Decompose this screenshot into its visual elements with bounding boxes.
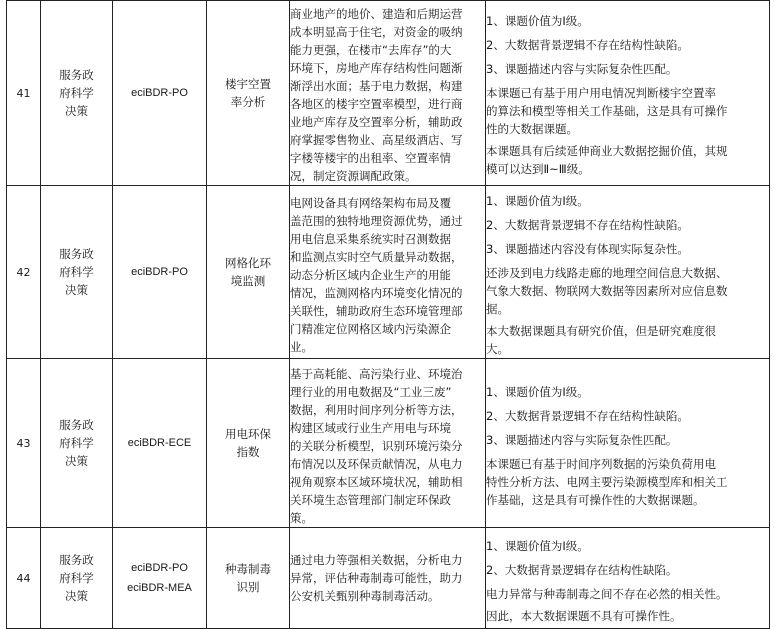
description-line: 关联性，辅助政府生态环境管理部: [290, 304, 463, 318]
evaluation-note-line: 本大数据课题具有研究价值，但是研究难度很: [486, 324, 716, 338]
field-cell: [41, 359, 113, 528]
evaluation-item: 1、课题价值为Ⅰ级。: [486, 14, 589, 28]
row-number: 41: [7, 1, 41, 186]
field-line: 服务政: [59, 418, 94, 432]
table-row: [7, 359, 770, 528]
field-line: 服务政: [59, 247, 94, 261]
description-line: 理行业的用电数据及“工业三废”: [290, 385, 452, 399]
description-line: 门精准定位网格区域内污染源企: [290, 322, 451, 336]
evaluation-cell: [486, 1, 770, 186]
evaluation-item: 2、大数据背景逻辑不存在结构性缺陷。: [486, 38, 689, 52]
description-line: 策。: [290, 511, 313, 525]
category-code-cell: [113, 1, 207, 186]
field-line: 服务政: [59, 553, 94, 567]
category-code: eciBDR-PO: [131, 562, 188, 574]
topic-name-line: 网格化环: [225, 256, 271, 270]
description-line: 关环境生态管理部门制定环保政: [290, 493, 451, 507]
topic-name-cell: [207, 359, 290, 528]
field-line: 决策: [65, 589, 88, 603]
field-cell: [41, 186, 113, 359]
topic-description-cell: [290, 528, 486, 629]
topic-name-line: 指数: [236, 445, 260, 459]
evaluation-note-line: 本课题已有基于时间序列数据的污染负荷用电: [486, 457, 716, 471]
evaluation-note: [486, 142, 769, 178]
topic-description-cell: [290, 359, 486, 528]
category-code-cell: [113, 186, 207, 359]
description-line: 和监测点实时空气质量异动数据，: [290, 250, 463, 264]
evaluation-item: 3、课题描述内容没有体现实际复杂性。: [486, 242, 689, 256]
row-number: 43: [7, 359, 41, 528]
evaluation-note-line: 电力异常与种毒制毒之间不存在必然的相关性。: [486, 587, 728, 601]
description-line: 况，制定资源调配政策。: [290, 169, 417, 183]
table-body: [7, 1, 770, 629]
evaluation-note-line: 还涉及到电力线路走廊的地理空间信息大数据、: [486, 266, 728, 280]
evaluation-item: 2、大数据背景逻辑存在结构性缺陷。: [486, 563, 678, 577]
category-code: eciBDR-ECE: [127, 437, 192, 449]
evaluation-cell: [486, 528, 770, 629]
topic-description-cell: [290, 1, 486, 186]
category-code-cell: [113, 528, 207, 629]
description-line: 府掌握零售物业、高星级酒店、写: [290, 133, 463, 147]
description-line: 通过电力等强相关数据，分析电力: [290, 553, 463, 567]
description-line: 渐浮出水面；基于电力数据，构建: [290, 79, 463, 93]
description-line: 数据，利用时间序列分析等方法，: [290, 403, 463, 417]
evaluation-note-line: 模可以达到Ⅱ~Ⅲ级。: [486, 162, 590, 176]
description-line: 的关联分析模型，识别环境污染分: [290, 439, 463, 453]
field-line: 府科学: [59, 265, 94, 279]
evaluation-note-line: 作基础，这是具有可操作性的大数据课题。: [486, 493, 705, 507]
category-code-cell: [113, 359, 207, 528]
evaluation-item: 2、大数据背景逻辑不存在结构性缺陷。: [486, 218, 689, 232]
evaluation-note-line: 的算法和模型等相关工作基础，这是具有可操作: [486, 104, 728, 118]
description-line: 用电信息采集系统实时召测数据: [290, 232, 451, 246]
description-line: 视角观察本区域环境状况，辅助相: [290, 475, 463, 489]
evaluation-note-line: 本课题具有后续延伸商业大数据挖掘价值，其规: [486, 144, 728, 158]
description-line: 环境下，房地产库存结构性问题渐: [290, 61, 463, 75]
evaluation-note-line: 本课题已有基于用户用电情况判断楼宇空置率: [486, 86, 716, 100]
evaluation-note: [486, 607, 769, 625]
field-line: 府科学: [59, 571, 94, 585]
evaluation-note: [486, 322, 769, 358]
evaluation-note: [486, 585, 769, 603]
description-line: 情况，监测网格内环境变化情况的: [290, 286, 463, 300]
evaluation-cell: [486, 186, 770, 359]
evaluation-item: 1、课题价值为Ⅰ级。: [486, 385, 589, 399]
description-line: 构建区域或行业生产用电与环境: [290, 421, 451, 435]
evaluation-note: [486, 84, 769, 138]
row-number: 42: [7, 186, 41, 359]
evaluation-item: 3、课题描述内容与实际复杂性匹配。: [486, 62, 678, 76]
evaluation-item: 3、课题描述内容与实际复杂性匹配。: [486, 433, 678, 447]
topic-name-cell: [207, 528, 290, 629]
field-line: 决策: [65, 283, 88, 297]
description-line: 电网设备具有网络架构布局及覆: [290, 196, 451, 210]
description-line: 字楼等楼宇的出租率、空置率情: [290, 151, 451, 165]
table-row: [7, 186, 770, 359]
field-line: 决策: [65, 454, 88, 468]
evaluation-item: 1、课题价值为Ⅰ级。: [486, 539, 589, 553]
evaluation-note-line: 性的大数据课题。: [486, 122, 578, 136]
field-line: 府科学: [59, 86, 94, 100]
category-code: eciBDR-MEA: [127, 582, 192, 594]
description-line: 布情况以及环保贡献情况，从电力: [290, 457, 463, 471]
topic-description-cell: [290, 186, 486, 359]
evaluation-item: 2、大数据背景逻辑不存在结构性缺陷。: [486, 409, 689, 423]
evaluation-table: [6, 0, 770, 629]
evaluation-note-line: 大。: [486, 342, 509, 356]
row-number: 44: [7, 528, 41, 629]
table-row: [7, 1, 770, 186]
topic-name-line: 用电环保: [225, 427, 271, 441]
description-line: 盖范围的独特地理资源优势，通过: [290, 214, 463, 228]
description-line: 基于高耗能、高污染行业、环境治: [290, 367, 463, 381]
topic-name-cell: [207, 1, 290, 186]
topic-name-line: 楼宇空置: [225, 77, 271, 91]
description-line: 商业地产的地价、建造和后期运营: [290, 7, 463, 21]
evaluation-note-line: 因此，本大数据课题不具有可操作性。: [486, 609, 682, 623]
description-line: 异常，评估种毒制毒可能性，助力: [290, 571, 463, 585]
topic-name-cell: [207, 186, 290, 359]
category-code: eciBDR-PO: [131, 87, 188, 99]
evaluation-item: 1、课题价值为Ⅰ级。: [486, 194, 589, 208]
topic-name-line: 境监测: [230, 274, 266, 288]
description-line: 各地区的楼宇空置率模型，进行商: [290, 97, 463, 111]
description-line: 业地产库存及空置率分析，辅助政: [290, 115, 463, 129]
evaluation-note: [486, 455, 769, 509]
description-line: 能力更强，在楼市“去库存”的大: [290, 43, 452, 57]
topic-name-line: 种毒制毒: [225, 562, 271, 576]
field-cell: [41, 1, 113, 186]
evaluation-note-line: 据。: [486, 302, 509, 316]
evaluation-note-line: 特性分析方法、电网主要污染源模型库和相关工: [486, 475, 728, 489]
field-line: 府科学: [59, 436, 94, 450]
description-line: 业。: [290, 340, 313, 354]
topic-name-line: 识别: [236, 580, 260, 594]
field-line: 决策: [65, 104, 88, 118]
evaluation-cell: [486, 359, 770, 528]
description-line: 公安机关甄别种毒制毒活动。: [290, 589, 440, 603]
topic-name-line: 率分析: [230, 95, 266, 109]
field-cell: [41, 528, 113, 629]
evaluation-note: [486, 264, 769, 318]
table-row: [7, 528, 770, 629]
category-code: eciBDR-PO: [131, 266, 188, 278]
description-line: 成本明显高于住宅，对资金的吸纳: [290, 25, 463, 39]
field-line: 服务政: [59, 68, 94, 82]
evaluation-note-line: 气象大数据、物联网大数据等因素所对应信息数: [486, 284, 728, 298]
description-line: 动态分析区域内企业生产的用能: [290, 268, 451, 282]
